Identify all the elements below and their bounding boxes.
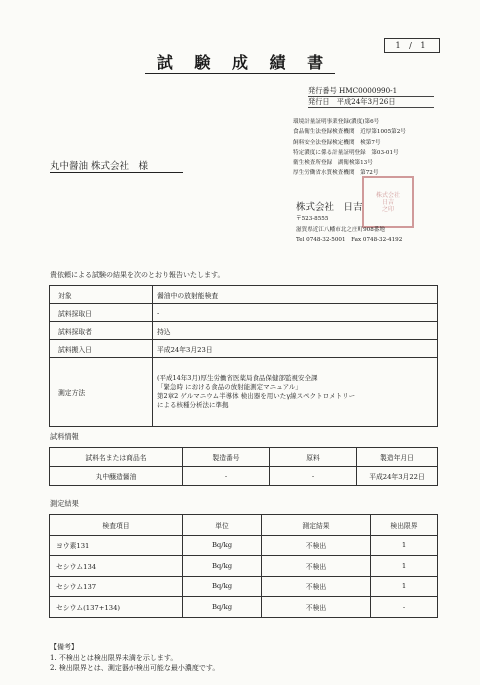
registration-line: 特定濃度に係る計量証明登録 第03-01号 [293,149,399,156]
page-number: 1 / 1 [384,38,440,53]
table-row [50,467,438,486]
table-row [50,322,438,340]
table-row [50,358,438,427]
issuer-street: 滋賀県近江八幡市北之庄町908番地 [296,226,385,233]
row-value: 醤油中の放射能検査 [153,286,438,304]
client-name: 丸中醤油 株式会社 様 [50,158,183,173]
registration-line: 衛生検査所登録 湖衛検第13号 [293,160,373,167]
row-label: 試料採取者 [50,322,153,340]
column-header: 単位 [183,515,262,536]
registration-line: 食品衛生法登録検査機関 近厚第1005第2号 [293,129,406,136]
table-row [50,576,438,597]
row-value: 持込 [153,322,438,340]
notes-heading: 【備考】 [50,643,78,651]
table-row [50,286,438,304]
table-row [50,340,438,358]
result-section-title: 測定結果 [50,499,79,508]
table-cell: 不検出 [262,556,371,577]
row-value: - [153,304,438,322]
table-cell: 1 [371,535,438,556]
notes [50,642,219,674]
table-cell: 1 [371,556,438,577]
table-cell: - [183,467,270,486]
note-item: 2. 検出限界とは、測定器が検出可能な最小濃度です。 [50,664,220,672]
table-cell: 平成24年3月22日 [357,467,438,486]
row-label: 試料搬入日 [50,340,153,358]
table-row [50,535,438,556]
column-header: 製造番号 [183,448,270,467]
row-label: 試料採取日 [50,304,153,322]
registration-line: 厚生労働省水質検査機関 第72号 [293,170,379,177]
sample-table [49,447,438,486]
table-cell: Bq/kg [183,576,262,597]
table-cell: 丸中醸造醤油 [50,467,183,486]
table-row [50,597,438,618]
table-header-row [50,515,438,536]
issue-date: 発行日 平成24年3月26日 [308,97,434,108]
row-label: 測定方法 [50,358,153,427]
table-cell: セシウム134 [50,556,183,577]
request-table [49,285,438,427]
table-cell: ヨウ素131 [50,535,183,556]
issuer-company: 株式会社 日吉 [296,202,363,213]
column-header: 製造年月日 [357,448,438,467]
document-title: 試 験 成 績 書 [0,50,480,73]
table-cell: Bq/kg [183,556,262,577]
note-item: 1. 不検出とは検出限界未満を示します。 [50,653,178,662]
table-header-row [50,448,438,467]
column-header: 試料名または商品名 [50,448,183,467]
registration-line: 飼料安全法登録検定機関 検第7号 [293,139,381,146]
table-row [50,556,438,577]
table-cell: Bq/kg [183,535,262,556]
row-label: 対象 [50,286,153,304]
table-cell: Bq/kg [183,597,262,618]
registration-line: 環境計量証明事業登録(濃度)第6号 [293,119,380,125]
table-cell: 不検出 [262,576,371,597]
column-header: 測定結果 [262,515,371,536]
table-cell: - [270,467,357,486]
table-cell: セシウム137 [50,576,183,597]
registration-list [293,117,406,179]
table-cell: - [371,597,438,618]
sample-section-title: 試料情報 [50,432,79,441]
result-table [49,514,438,618]
table-cell: セシウム(137+134) [50,597,183,618]
intro-text: 貴依頼による試験の結果を次のとおり報告いたします。 [50,271,225,279]
table-cell: 不検出 [262,535,371,556]
issue-number: 発行番号 HMC0000990-1 [308,86,434,97]
table-row [50,304,438,322]
issuer-phone: Tel 0748-32-5001 Fax 0748-32-4192 [296,237,403,244]
table-cell: 1 [371,576,438,597]
column-header: 検査項目 [50,515,183,536]
company-seal: 株式会社 日吉 之印 [362,176,414,228]
table-cell: 不検出 [262,597,371,618]
method-description: (平成14年3月)厚生労働省医薬局食品保健部監視安全課 「緊急時 における食品の放射能測定マニュアル」 第2章2 ゲルマニウム半導体 検出器を用いたγ線スペクトロメトリー による核種分析法に準拠 [153,358,438,427]
column-header: 検出限界 [371,515,438,536]
row-value: 平成24年3月23日 [153,340,438,358]
issuer-postal: 〒523-8555 [296,216,329,222]
issuer-address [296,214,402,246]
column-header: 原料 [270,448,357,467]
